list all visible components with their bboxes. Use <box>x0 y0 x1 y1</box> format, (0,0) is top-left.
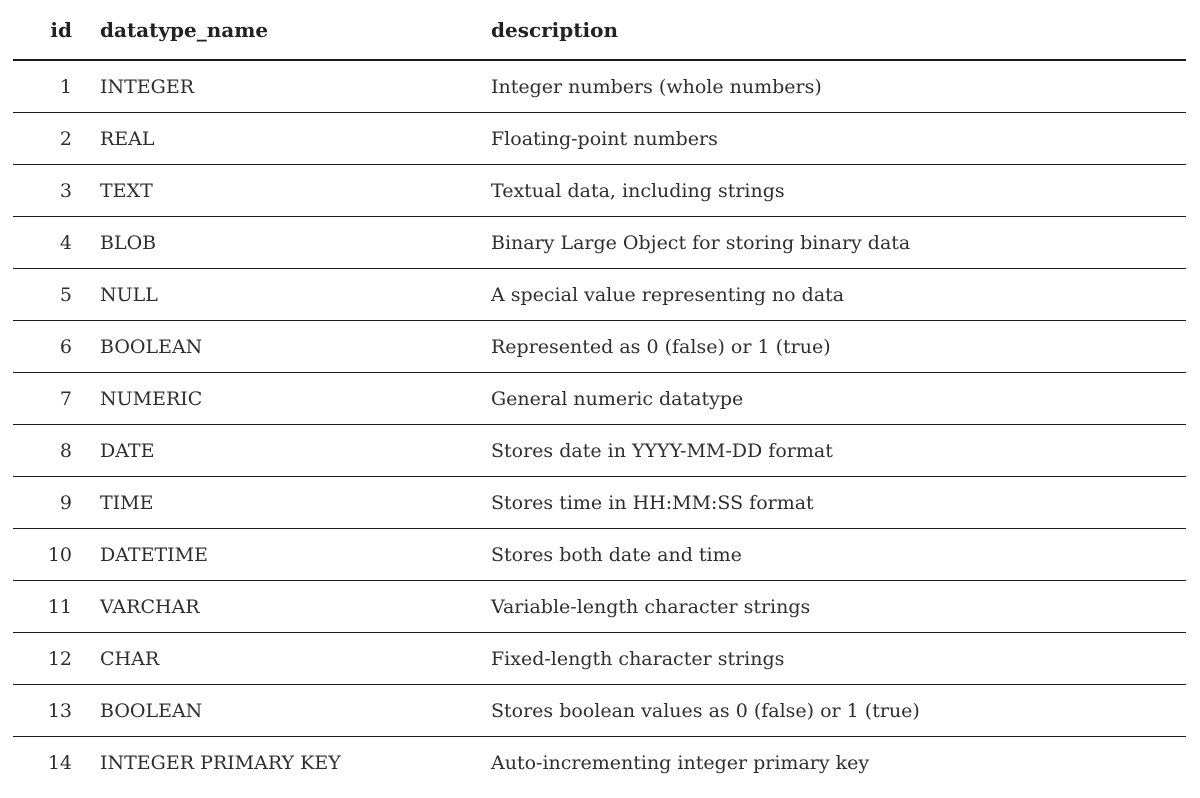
cell-datatype-name: BOOLEAN <box>86 321 491 373</box>
column-header-datatype-name: datatype_name <box>86 0 491 60</box>
cell-id: 8 <box>13 425 86 477</box>
table-row <box>13 113 1186 165</box>
table-row <box>13 373 1186 425</box>
cell-datatype-name: NUMERIC <box>86 373 491 425</box>
column-header-id: id <box>13 0 86 60</box>
cell-id: 4 <box>13 217 86 269</box>
cell-description: A special value representing no data <box>491 269 1186 321</box>
cell-description: Represented as 0 (false) or 1 (true) <box>491 321 1186 373</box>
datatypes-table <box>13 0 1186 788</box>
cell-description: Auto-incrementing integer primary key <box>491 751 870 774</box>
cell-id: 11 <box>13 581 86 633</box>
cell-datatype-name: VARCHAR <box>86 581 491 633</box>
column-header-description: description <box>491 0 1186 60</box>
cell-datatype-name: DATE <box>86 425 491 477</box>
cell-id: 2 <box>13 113 86 165</box>
cell-datatype-name: TIME <box>86 477 491 529</box>
cell-description: Stores boolean values as 0 (false) or 1 (true) <box>491 685 1186 737</box>
cell-datatype-name: DATETIME <box>86 529 491 581</box>
table-row <box>13 581 1186 633</box>
cell-datatype-name: CHAR <box>86 633 491 685</box>
cell-id: 6 <box>13 321 86 373</box>
cell-id: 13 <box>13 685 86 737</box>
table-row <box>13 633 1186 685</box>
cell-description: Stores date in YYYY-MM-DD format <box>491 425 1186 477</box>
cell-datatype-name: BLOB <box>86 217 491 269</box>
table-header-row <box>13 0 1186 60</box>
cell-description: Stores time in HH:MM:SS format <box>491 477 1186 529</box>
cell-description: Binary Large Object for storing binary data <box>491 217 1186 269</box>
cell-datatype-name: TEXT <box>86 165 491 217</box>
cell-description: Fixed-length character strings <box>491 633 1186 685</box>
cell-id: 5 <box>13 269 86 321</box>
cell-description: Variable-length character strings <box>491 581 1186 633</box>
table-row <box>13 737 1186 789</box>
cell-datatype-name: BOOLEAN <box>86 685 491 737</box>
cell-id: 14 <box>47 751 72 774</box>
cell-description: Stores both date and time <box>491 529 1186 581</box>
cell-datatype-name: INTEGER <box>86 60 491 113</box>
table-row <box>13 321 1186 373</box>
cell-description: Integer numbers (whole numbers) <box>491 60 1186 113</box>
cell-description: Textual data, including strings <box>491 165 1186 217</box>
cell-id: 7 <box>13 373 86 425</box>
cell-id: 12 <box>13 633 86 685</box>
table-row <box>13 529 1186 581</box>
cell-description: Floating-point numbers <box>491 113 1186 165</box>
table-row <box>13 269 1186 321</box>
cell-id: 9 <box>13 477 86 529</box>
table-row <box>13 425 1186 477</box>
table-row <box>13 165 1186 217</box>
cell-id: 3 <box>13 165 86 217</box>
table-row <box>13 217 1186 269</box>
table-body <box>13 60 1186 788</box>
datatypes-table-container <box>13 0 1186 788</box>
table-row <box>13 685 1186 737</box>
cell-datatype-name: INTEGER PRIMARY KEY <box>100 751 341 774</box>
table-row <box>13 477 1186 529</box>
cell-id: 10 <box>13 529 86 581</box>
cell-datatype-name: NULL <box>86 269 491 321</box>
cell-id: 1 <box>13 60 86 113</box>
cell-datatype-name: REAL <box>86 113 491 165</box>
cell-description: General numeric datatype <box>491 373 1186 425</box>
table-row <box>13 60 1186 113</box>
